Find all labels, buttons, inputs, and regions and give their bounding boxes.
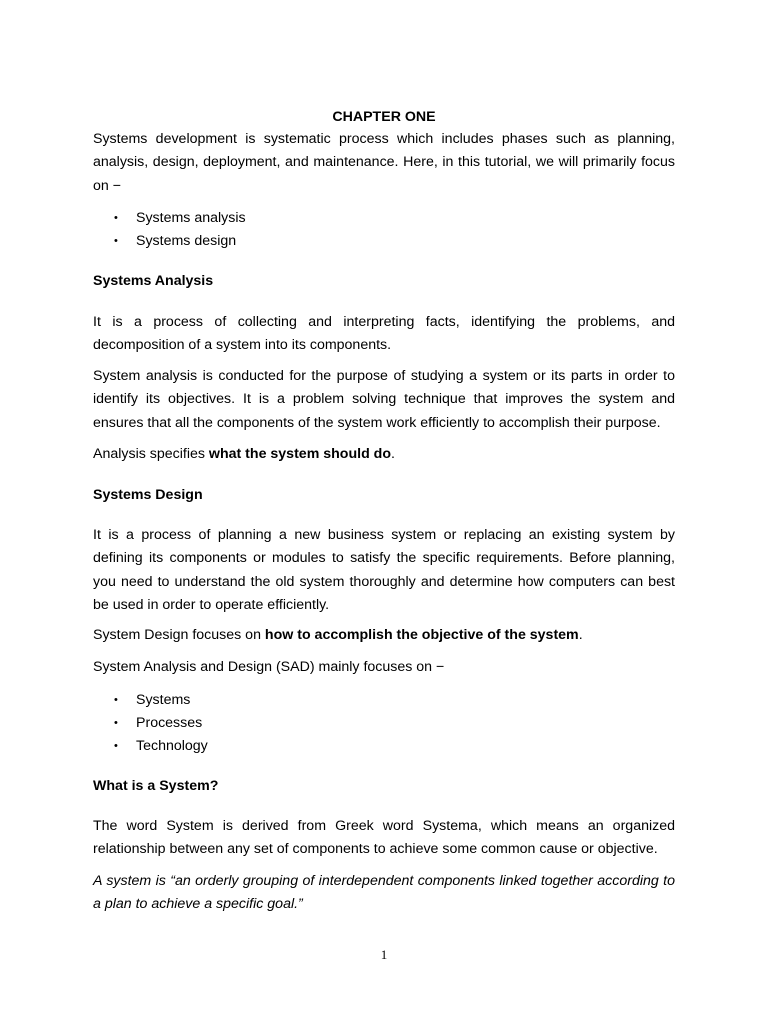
- list-item-label: Systems: [136, 692, 191, 708]
- bullet-icon: •: [114, 212, 118, 224]
- sad-intro-paragraph: System Analysis and Design (SAD) mainly focuses on −: [93, 659, 445, 675]
- list-item: [93, 735, 675, 758]
- what-is-system-heading: What is a System?: [93, 778, 219, 794]
- intro-paragraph: Systems development is systematic process which includes phases such as planning, analysis, design, deployment, and maintenance. Here, in this tutorial, we will primarily focus on −: [93, 131, 675, 194]
- list-item: [93, 689, 675, 712]
- bullet-icon: •: [114, 694, 118, 706]
- list-item-label: Technology: [136, 737, 208, 754]
- analysis-definition-paragraph: It is a process of collecting and interpreting facts, identifying the problems, and decomposition of a system into its components.: [93, 314, 675, 354]
- bullet-icon: •: [114, 234, 118, 247]
- design-focuses-text: System Design focuses on: [93, 627, 265, 643]
- sad-bullet-list: [93, 689, 675, 757]
- list-item-label: Processes: [136, 714, 203, 731]
- design-focuses-paragraph: [93, 624, 675, 647]
- focus-bullet-list: [93, 207, 675, 253]
- system-quote: A system is “an orderly grouping of interdependent components linked together according to a plan to achieve a specific goal.”: [93, 873, 675, 913]
- document-page: [93, 0, 675, 1024]
- chapter-title: CHAPTER ONE: [332, 109, 436, 125]
- bullet-icon: •: [114, 739, 118, 752]
- list-item-label: Systems analysis: [136, 210, 246, 226]
- analysis-specifies-text: Analysis specifies: [93, 446, 209, 462]
- analysis-specifies-paragraph: [93, 443, 675, 466]
- list-item: [93, 230, 675, 253]
- analysis-specifies-emphasis: what the system should do: [208, 446, 392, 462]
- page-number: 1: [380, 947, 388, 962]
- systems-analysis-heading: Systems Analysis: [93, 273, 214, 289]
- bullet-icon: •: [114, 716, 118, 729]
- system-definition-paragraph: The word System is derived from Greek word Systema, which means an organized relationship between any set of components to achieve some common cause or objective.: [93, 818, 675, 858]
- analysis-specifies-period: .: [391, 446, 395, 462]
- analysis-purpose-paragraph: System analysis is conducted for the purpose of studying a system or its parts in order to identify its objectives. It is a problem solving technique that improves the system and ensures that all the components of the system work efficiently to accomplish their purpose.: [93, 368, 675, 431]
- list-item: [93, 207, 675, 230]
- design-definition-paragraph: It is a process of planning a new business system or replacing an existing system by defining its components or modules to satisfy the specific requirements. Before planning, you need to understand the old system thoroughly and determine how computers can best be used in order to operate efficiently.: [93, 527, 675, 613]
- design-focuses-emphasis: how to accomplish the objective of the system: [264, 627, 579, 643]
- list-item-label: Systems design: [136, 232, 237, 249]
- list-item: [93, 712, 675, 735]
- systems-design-heading: Systems Design: [93, 487, 203, 503]
- design-focuses-period: .: [578, 627, 583, 643]
